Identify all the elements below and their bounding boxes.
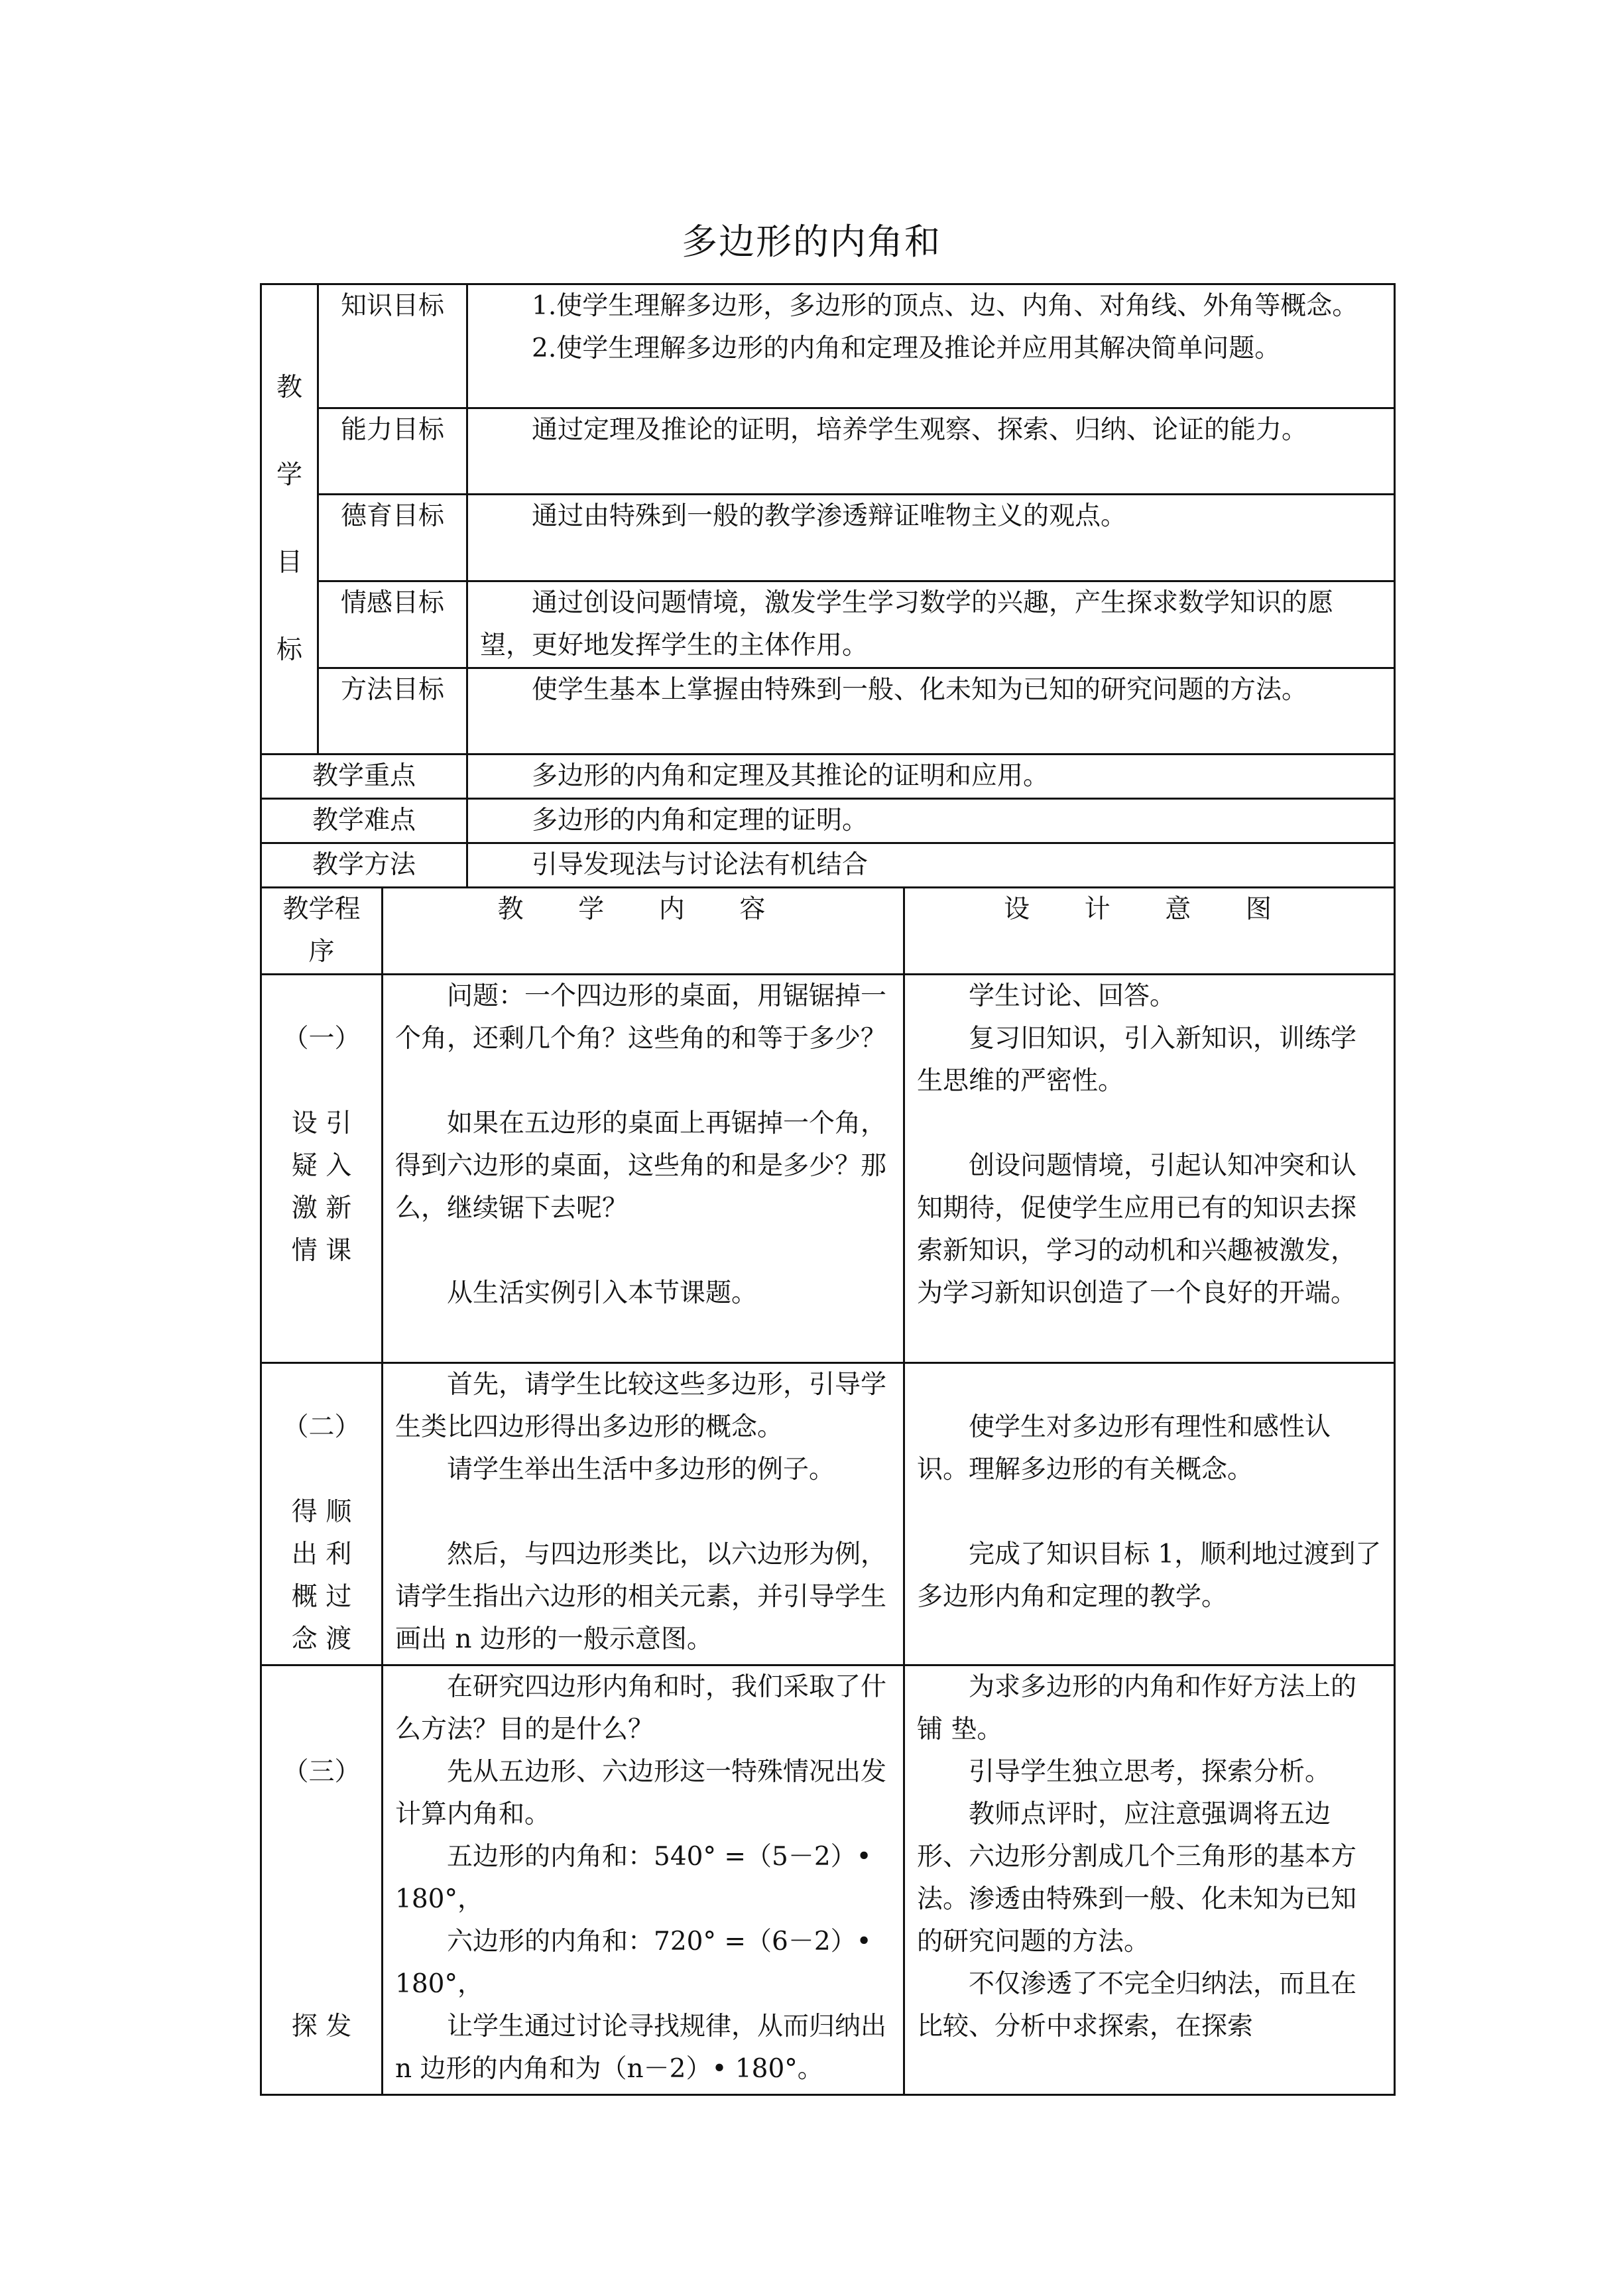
step-1-content: 问题：一个四边形的桌面，用锯锯掉一个角，还剩几个角？这些角的和等于多少？ 如果在五边形的桌面上再锯掉一个角，得到六边形的桌面，这些角的和是多少？那么，继续锯下去呢？ 从生活实例引入本节课题。 bbox=[383, 975, 904, 1363]
key-label-difficulty: 教学难点 bbox=[261, 799, 467, 843]
step-1-label: （一） 设 引 疑 入 激 新 情 课 bbox=[261, 975, 383, 1363]
objective-text-knowledge: 1.使学生理解多边形，多边形的顶点、边、内角、对角线、外角等概念。 2.使学生理解多边形的内角和定理及推论并应用其解决简单问题。 bbox=[467, 284, 1395, 408]
objective-label-knowledge: 知识目标 bbox=[318, 284, 467, 408]
objective-text-ability: 通过定理及推论的证明，培养学生观察、探索、归纳、论证的能力。 bbox=[467, 408, 1395, 495]
step-3-content: 在研究四边形内角和时，我们采取了什么方法？目的是什么？ 先从五边形、六边形这一特殊情况出发计算内角和。 五边形的内角和：540° =（5－2）• 180°， 六边形的内角和：720° =（6－2）• 180°， 让学生通过讨论寻找规律，从而归纳出 n 边形的内角和为（n－2）• 180°。 bbox=[383, 1665, 904, 2095]
procedure-header-intent: 设 计 意 图 bbox=[904, 888, 1395, 975]
lesson-plan-table bbox=[260, 283, 1396, 2096]
step-2-content: 首先，请学生比较这些多边形，引导学生类比四边形得出多边形的概念。 请学生举出生活中多边形的例子。 然后，与四边形类比，以六边形为例，请学生指出六边形的相关元素，并引导学生画出 n 边形的一般示意图。 bbox=[383, 1363, 904, 1665]
step-2-intent: 使学生对多边形有理性和感性认识。理解多边形的有关概念。 完成了知识目标 1，顺利地过渡到了多边形内角和定理的教学。 bbox=[904, 1363, 1395, 1665]
procedure-header-step: 教学程序 bbox=[261, 888, 383, 975]
key-label-method: 教学方法 bbox=[261, 843, 467, 888]
step-3-intent: 为求多边形的内角和作好方法上的铺 垫。 引导学生独立思考，探索分析。 教师点评时，应注意强调将五边形、六边形分割成几个三角形的基本方法。渗透由特殊到一般、化未知为已知的研究问题的方法。 不仅渗透了不完全归纳法，而且在比较、分析中求探索，在探索 bbox=[904, 1665, 1395, 2095]
procedure-header-content: 教 学 内 容 bbox=[383, 888, 904, 975]
page-title: 多边形的内角和 bbox=[682, 221, 941, 263]
objective-text-method: 使学生基本上掌握由特殊到一般、化未知为已知的研究问题的方法。 bbox=[467, 668, 1395, 755]
objective-label-method: 方法目标 bbox=[318, 668, 467, 755]
step-2-label: （二） 得 顺 出 利 概 过 念 渡 bbox=[261, 1363, 383, 1665]
key-label-focus: 教学重点 bbox=[261, 755, 467, 799]
key-text-focus: 多边形的内角和定理及其推论的证明和应用。 bbox=[467, 755, 1395, 799]
objectives-group-label: 教 学 目 标 bbox=[261, 284, 318, 755]
objective-text-moral: 通过由特殊到一般的教学渗透辩证唯物主义的观点。 bbox=[467, 495, 1395, 581]
objective-label-ability: 能力目标 bbox=[318, 408, 467, 495]
step-3-label: （三） 探 发 bbox=[261, 1665, 383, 2095]
objective-label-emotion: 情感目标 bbox=[318, 581, 467, 668]
objective-label-moral: 德育目标 bbox=[318, 495, 467, 581]
key-text-difficulty: 多边形的内角和定理的证明。 bbox=[467, 799, 1395, 843]
key-text-method: 引导发现法与讨论法有机结合 bbox=[467, 843, 1395, 888]
objective-text-emotion: 通过创设问题情境，激发学生学习数学的兴趣，产生探求数学知识的愿望，更好地发挥学生的主体作用。 bbox=[467, 581, 1395, 668]
step-1-intent: 学生讨论、回答。 复习旧知识，引入新知识，训练学生思维的严密性。 创设问题情境，引起认知冲突和认知期待，促使学生应用已有的知识去探索新知识，学习的动机和兴趣被激发，为学习新知识创造了一个良好的开端。 bbox=[904, 975, 1395, 1363]
